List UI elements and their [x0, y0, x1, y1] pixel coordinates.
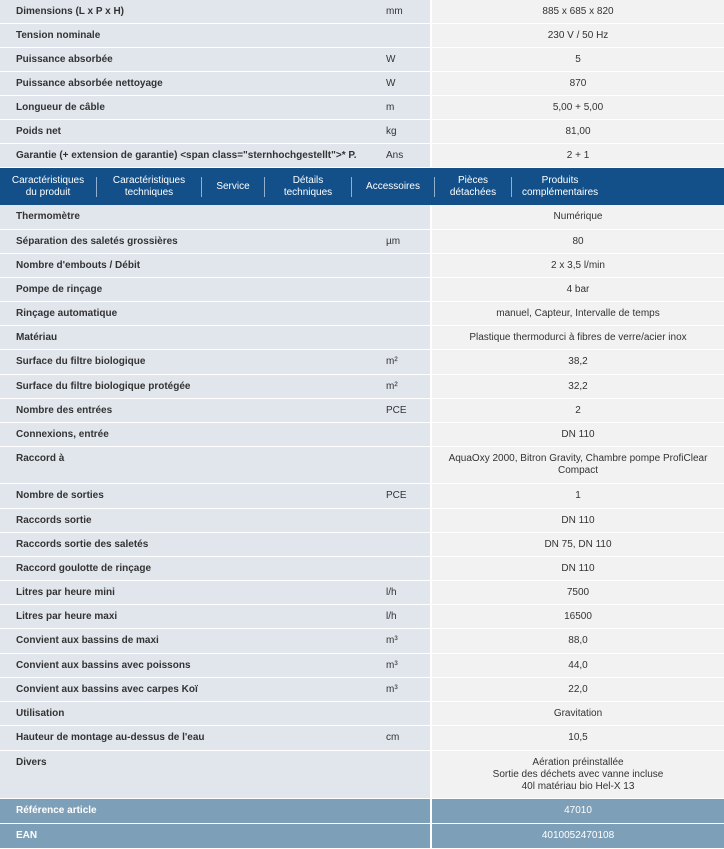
spec-label: Nombre des entrées [0, 399, 386, 422]
spec-value: Numérique [432, 205, 724, 229]
spec-unit: cm [386, 726, 430, 750]
spec-value: 38,2 [432, 350, 724, 374]
spec-value: 5 [432, 48, 724, 71]
spec-value: 88,0 [432, 629, 724, 653]
spec-row [0, 751, 724, 799]
spec-row [0, 702, 724, 726]
spec-row [0, 654, 724, 678]
spec-unit: kg [386, 120, 430, 143]
spec-label: Divers [0, 751, 386, 798]
spec-row [0, 375, 724, 399]
spec-row [0, 605, 724, 629]
spec-value: 4010052470108 [432, 824, 724, 848]
spec-label: Longueur de câble [0, 96, 386, 119]
spec-unit [386, 278, 430, 301]
spec-label: Thermomètre [0, 205, 386, 229]
spec-unit [386, 824, 430, 848]
spec-unit: µm [386, 230, 430, 253]
nav-tab-line1: Caractéristiques [11, 174, 85, 186]
spec-value: DN 75, DN 110 [432, 533, 724, 556]
spec-row [0, 557, 724, 581]
spec-unit: Ans [386, 144, 430, 167]
spec-value: 870 [432, 72, 724, 95]
spec-label: Connexions, entrée [0, 423, 386, 446]
nav-tab-line2: complémentaires [522, 186, 599, 198]
spec-unit: m³ [386, 654, 430, 677]
spec-label: Puissance absorbée [0, 48, 386, 71]
spec-row [0, 48, 724, 72]
spec-unit: l/h [386, 581, 430, 604]
spec-value: 230 V / 50 Hz [432, 24, 724, 47]
spec-unit: m³ [386, 678, 430, 701]
spec-value: DN 110 [432, 557, 724, 580]
spec-row [0, 0, 724, 24]
nav-tab-line2: techniques [124, 186, 174, 198]
spec-label: Convient aux bassins avec carpes Koï [0, 678, 386, 701]
spec-row [0, 824, 724, 849]
nav-tab-line2: du produit [25, 186, 71, 198]
spec-row [0, 205, 724, 230]
nav-tab[interactable] [0, 175, 96, 199]
spec-unit: m [386, 96, 430, 119]
spec-value: 16500 [432, 605, 724, 628]
nav-tab[interactable] [352, 181, 434, 193]
spec-unit [386, 509, 430, 532]
spec-value: 81,00 [432, 120, 724, 143]
nav-tab[interactable] [265, 175, 351, 199]
spec-unit: mm [386, 0, 430, 23]
spec-value: 4 bar [432, 278, 724, 301]
spec-unit: W [386, 48, 430, 71]
spec-value: Aération préinstallée Sortie des déchets avec vanne incluse 40l matériau bio Hel-X 13 [432, 751, 724, 798]
spec-unit [386, 702, 430, 725]
spec-label: Poids net [0, 120, 386, 143]
spec-row [0, 581, 724, 605]
spec-value: manuel, Capteur, Intervalle de temps [432, 302, 724, 325]
spec-unit [386, 326, 430, 349]
spec-row [0, 509, 724, 533]
spec-row [0, 484, 724, 509]
spec-label: Utilisation [0, 702, 386, 725]
spec-row [0, 72, 724, 96]
spec-unit: m³ [386, 629, 430, 653]
spec-label: Raccords sortie des saletés [0, 533, 386, 556]
spec-value: 2 + 1 [432, 144, 724, 167]
spec-label: Garantie (+ extension de garantie) <span class="sternhochgestellt">* P. [0, 144, 386, 167]
spec-row [0, 144, 724, 168]
spec-row [0, 278, 724, 302]
spec-value: Plastique thermodurci à fibres de verre/acier inox [432, 326, 724, 349]
spec-unit: m² [386, 350, 430, 374]
spec-unit [386, 533, 430, 556]
spec-row [0, 120, 724, 144]
nav-tab[interactable] [512, 175, 608, 199]
spec-label: Litres par heure mini [0, 581, 386, 604]
spec-row [0, 799, 724, 824]
spec-row [0, 254, 724, 278]
spec-unit [386, 254, 430, 277]
spec-label: Surface du filtre biologique protégée [0, 375, 386, 398]
spec-row [0, 399, 724, 423]
spec-label: Litres par heure maxi [0, 605, 386, 628]
spec-label: Nombre de sorties [0, 484, 386, 508]
spec-label: Convient aux bassins de maxi [0, 629, 386, 653]
spec-row [0, 230, 724, 254]
spec-unit [386, 751, 430, 798]
spec-value: 44,0 [432, 654, 724, 677]
spec-unit [386, 423, 430, 446]
nav-tab[interactable] [202, 181, 264, 193]
spec-label: Hauteur de montage au-dessus de l'eau [0, 726, 386, 750]
nav-tab-line2: détachées [449, 186, 497, 198]
product-tab-navigation [0, 168, 724, 205]
spec-value: DN 110 [432, 423, 724, 446]
spec-unit [386, 447, 430, 483]
spec-row [0, 533, 724, 557]
nav-tab-line1: Produits [541, 174, 579, 186]
nav-tab-line1: Service [216, 180, 250, 192]
spec-unit: PCE [386, 399, 430, 422]
spec-row [0, 24, 724, 48]
spec-row [0, 447, 724, 484]
spec-value: DN 110 [432, 509, 724, 532]
spec-unit [386, 557, 430, 580]
spec-value: 5,00 + 5,00 [432, 96, 724, 119]
spec-row [0, 96, 724, 120]
spec-label: Tension nominale [0, 24, 386, 47]
spec-row [0, 423, 724, 447]
spec-value: 7500 [432, 581, 724, 604]
spec-value: 22,0 [432, 678, 724, 701]
spec-label: Raccord goulotte de rinçage [0, 557, 386, 580]
spec-value: 2 x 3,5 l/min [432, 254, 724, 277]
spec-label: Référence article [0, 799, 386, 823]
spec-row [0, 678, 724, 702]
nav-tab[interactable] [435, 175, 511, 199]
spec-label: Rinçage automatique [0, 302, 386, 325]
spec-unit [386, 205, 430, 229]
spec-unit [386, 302, 430, 325]
spec-value: 47010 [432, 799, 724, 823]
spec-unit: W [386, 72, 430, 95]
spec-label: Séparation des saletés grossières [0, 230, 386, 253]
spec-label: Raccords sortie [0, 509, 386, 532]
spec-row [0, 326, 724, 350]
spec-value: 32,2 [432, 375, 724, 398]
spec-unit [386, 799, 430, 823]
spec-label: EAN [0, 824, 386, 848]
spec-unit: l/h [386, 605, 430, 628]
spec-label: Convient aux bassins avec poissons [0, 654, 386, 677]
spec-label: Pompe de rinçage [0, 278, 386, 301]
spec-value: 885 x 685 x 820 [432, 0, 724, 23]
spec-value: 10,5 [432, 726, 724, 750]
spec-label: Nombre d'embouts / Débit [0, 254, 386, 277]
spec-table-top [0, 0, 724, 168]
spec-label: Surface du filtre biologique [0, 350, 386, 374]
spec-table-bottom [0, 205, 724, 849]
nav-tab-line1: Pièces [457, 174, 488, 186]
spec-label: Matériau [0, 326, 386, 349]
spec-label: Puissance absorbée nettoyage [0, 72, 386, 95]
nav-tab-line1: Caractéristiques [112, 174, 186, 186]
nav-tab[interactable] [97, 175, 201, 199]
spec-value: AquaOxy 2000, Bitron Gravity, Chambre pompe ProfiClear Compact [432, 447, 724, 483]
spec-unit: m² [386, 375, 430, 398]
nav-tab-line2: techniques [283, 186, 333, 198]
spec-row [0, 629, 724, 654]
spec-value: 80 [432, 230, 724, 253]
spec-label: Raccord à [0, 447, 386, 483]
spec-value: Gravitation [432, 702, 724, 725]
spec-value: 1 [432, 484, 724, 508]
spec-label: Dimensions (L x P x H) [0, 0, 386, 23]
spec-row [0, 302, 724, 326]
spec-value: 2 [432, 399, 724, 422]
spec-row [0, 726, 724, 751]
nav-tab-line1: Accessoires [366, 180, 420, 192]
spec-unit [386, 24, 430, 47]
nav-tab-line1: Détails [292, 174, 324, 186]
spec-unit: PCE [386, 484, 430, 508]
spec-row [0, 350, 724, 375]
